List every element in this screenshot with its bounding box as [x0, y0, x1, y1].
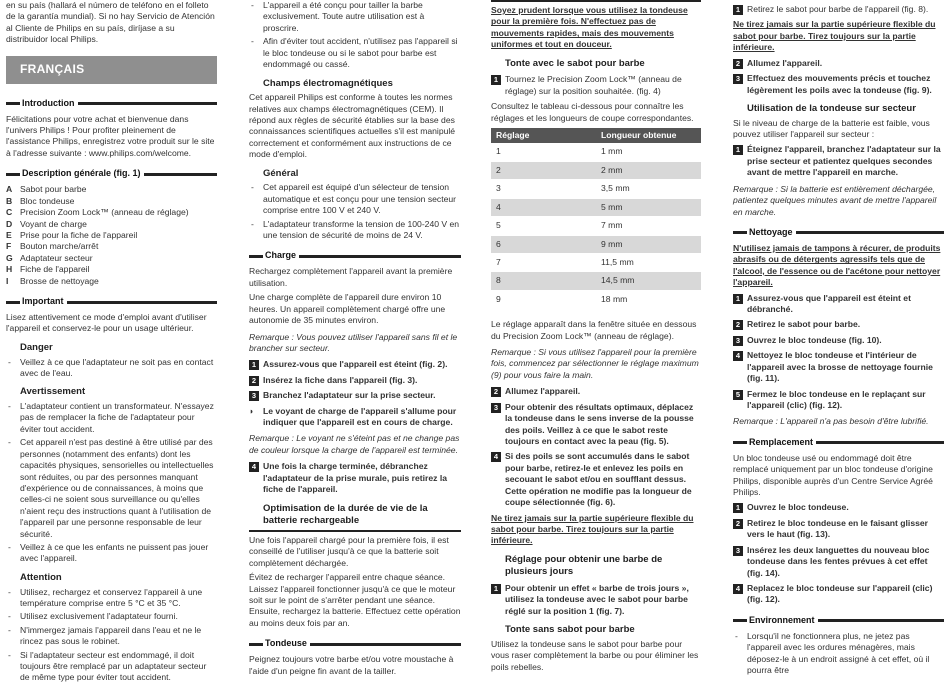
table-row: 2 2 mm	[491, 161, 701, 179]
mains-heading: Utilisation de la tondeuse sur secteur	[747, 102, 916, 114]
with-comb-heading: Tonte avec le sabot pour barbe	[505, 57, 645, 69]
divider	[491, 0, 701, 2]
first-use-warning: Soyez prudent lorsque vous utilisez la tondeuse pour la première fois. N'effectuez pas de mouvements rapides, mais des mouvements uniformes et tout en douceur.	[491, 5, 688, 50]
battery-text-2: Évitez de recharger l'appareil entre chaque séance. Laissez l'appareil fonctionner jusqu'à ce que le moteur soit sur le point de s'arrêter pendant une séance. Ensuite, rechargez la batterie. Effectuez cette opération au moins deux fois par an.	[249, 572, 461, 628]
without-comb-text: Utilisez la tondeuse sans le sabot pour barbe pour vous raser complètement la barbe ou pour éliminer les poils rebelles.	[491, 638, 699, 672]
mains-note: Remarque : Si la batterie est entièrement déchargée, patientez quelques minutes avant de mettre l'appareil en marche.	[733, 183, 937, 217]
remove-comb-step: 1 Retirez le sabot pour barbe de l'appareil (fig. 8).	[733, 4, 944, 15]
attention-item: - Utilisez, rechargez et conservez l'appareil à une température comprise entre 5 °C et 35 °C.	[6, 587, 217, 610]
environment-item: - Lorsqu'il ne fonctionnera plus, ne jetez pas l'appareil avec les ordures ménagères, mais déposez-le à un endroit assigné à cet effet, où il pourra être	[733, 631, 944, 677]
important-text: Lisez attentivement ce mode d'emploi avant d'utiliser l'appareil et conservez-le pour un usage ultérieur.	[6, 312, 207, 334]
cleaning-note: Remarque : L'appareil n'a pas besoin d'être lubrifié.	[733, 416, 929, 427]
table-intro-text: Consultez le tableau ci-dessous pour connaître les réglages et les longueurs de coupe correspondantes.	[491, 101, 694, 123]
section-nettoyage: Nettoyage	[733, 227, 944, 239]
part-item: A Sabot pour barbe	[6, 184, 87, 195]
charge-step: 1 Assurez-vous que l'appareil est éteint (fig. 2).	[249, 359, 461, 370]
part-item: B Bloc tondeuse	[6, 195, 75, 206]
settings-table	[491, 128, 701, 309]
attention-item: - Afin d'éviter tout accident, n'utilisez pas l'appareil si le bloc tondeuse ou si le sabot pour barbe est endommagé ou cassé.	[249, 36, 461, 70]
attention-heading: Attention	[20, 571, 62, 583]
after-table-text: Le réglage apparaît dans la fenêtre située en dessous du Precision Zoom Lock™ (anneau de réglage).	[491, 319, 697, 341]
section-charge: Charge	[249, 250, 461, 262]
table-row: 9 18 mm	[491, 290, 701, 308]
section-tondeuse: Tondeuse	[249, 638, 461, 650]
cleaning-step: 2 Retirez le sabot pour barbe.	[733, 319, 944, 330]
section-environnement: Environnement	[733, 615, 944, 627]
comb-pull-warning: Ne tirez jamais sur la partie supérieure flexible du sabot pour barbe. Tirez toujours sur la partie inférieure.	[733, 19, 936, 53]
cleaning-step: 1 Assurez-vous que l'appareil est éteint et débranché.	[733, 293, 944, 316]
cem-text: Cet appareil Philips est conforme à toutes les normes relatives aux champs électromagnétiques (CEM). Il répond aux règles de sécurité établies sur la base des connaissances scientifiques actuelles s'il est manipulé correctement et conformément aux instructions de ce mode d'emploi.	[249, 92, 456, 160]
part-item: I Brosse de nettoyage	[6, 275, 99, 286]
warning-heading: Avertissement	[20, 386, 86, 398]
section-description: Description générale (fig. 1)	[6, 168, 217, 180]
battery-heading: Optimisation de la durée de vie de la batterie rechargeable	[263, 502, 428, 527]
charge-text-2: Une charge complète de l'appareil dure environ 10 heures. Un appareil complètement chargé offre une autonomie de 35 minutes environ.	[249, 292, 446, 326]
without-comb-heading: Tonte sans sabot pour barbe	[505, 624, 635, 636]
section-remplacement: Remplacement	[733, 437, 944, 449]
part-item: F Bouton marche/arrêt	[6, 241, 99, 252]
cleaning-step: 3 Ouvrez le bloc tondeuse (fig. 10).	[733, 335, 944, 346]
language-header: FRANÇAIS	[6, 56, 217, 84]
table-row: 1 1 mm	[491, 143, 701, 161]
charge-step: 3 Branchez l'adaptateur sur la prise secteur.	[249, 390, 461, 401]
section-important: Important	[6, 296, 217, 308]
section-introduction: Introduction	[6, 98, 217, 110]
comb-step: 1 Tournez le Precision Zoom Lock™ (anneau de réglage) sur la position souhaitée. (fig. 4)	[491, 74, 701, 97]
table-row: 6 9 mm	[491, 235, 701, 253]
charge-note-1: Remarque : Vous pouvez utiliser l'appareil sans fil et le brancher sur secteur.	[249, 331, 458, 353]
attention-item: - L'appareil a été conçu pour tailler la barbe exclusivement. Toute autre utilisation est à proscrire.	[249, 0, 461, 34]
first-use-note: Remarque : Si vous utilisez l'appareil pour la première fois, commencez par sélectionner le réglage maximum (9) pour vous faire la main.	[491, 347, 699, 380]
warning-item: - Veillez à ce que les enfants ne puissent pas jouer avec l'appareil.	[6, 542, 217, 565]
mains-step: 1 Éteignez l'appareil, branchez l'adaptateur sur la prise secteur et patientez quelques secondes avant de mettre l'appareil en marche.	[733, 144, 944, 178]
column-3	[491, 0, 701, 670]
tondeuse-text: Peignez toujours votre barbe et/ou votre moustache à l'aide d'un peigne fin avant de la tailler.	[249, 654, 454, 676]
danger-heading: Danger	[20, 341, 53, 353]
trim-step: 2 Allumez l'appareil.	[491, 386, 701, 397]
column-2	[249, 0, 461, 676]
table-row: 7 11,5 mm	[491, 253, 701, 271]
cleaning-warning: N'utilisez jamais de tampons à récurer, de produits abrasifs ou de détergents agressifs tels que de l'alcool, de l'essence ou de l'acétone pour nettoyer l'appareil.	[733, 242, 941, 288]
table-row: 5 7 mm	[491, 217, 701, 235]
danger-item: - Veillez à ce que l'adaptateur ne soit pas en contact avec de l'eau.	[6, 357, 217, 380]
replacement-step: 3 Insérez les deux languettes du nouveau bloc tondeuse dans les fentes prévues à cet effet (fig. 14).	[733, 545, 944, 579]
attention-item: - N'immergez jamais l'appareil dans l'eau et ne le rincez pas sous le robinet.	[6, 625, 217, 648]
stubble-heading: Réglage pour obtenir une barbe de plusieurs jours	[505, 553, 663, 578]
parts-list	[6, 184, 217, 287]
column-1	[6, 0, 217, 683]
stubble-step: 1 Pour obtenir un effet « barbe de trois jours », utilisez la tondeuse avec le sabot pour barbe réglé sur la position 1 (fig. 7).	[491, 583, 701, 617]
part-item: E Prise pour la fiche de l'appareil	[6, 229, 138, 240]
replacement-step: 1 Ouvrez le bloc tondeuse.	[733, 502, 944, 513]
replacement-text: Un bloc tondeuse usé ou endommagé doit être remplacé uniquement par un bloc tondeuse d'origine Philips, disponible auprès d'un Centre Service Agréé Philips.	[733, 452, 933, 498]
column-4	[733, 0, 944, 676]
part-item: G Adaptateur secteur	[6, 252, 93, 263]
comb-pull-warning: Ne tirez jamais sur la partie supérieure flexible du sabot pour barbe. Tirez toujours sur la partie inférieure.	[491, 512, 694, 546]
replacement-step: 4 Replacez le bloc tondeuse sur l'appareil (clic) (fig. 12).	[733, 583, 944, 606]
general-item: - Cet appareil est équipé d'un sélecteur de tension automatique et est conçu pour une tension secteur comprise entre 100 V et 240 V.	[249, 182, 461, 216]
part-item: C Precision Zoom Lock™ (anneau de réglage)	[6, 207, 189, 218]
replacement-step: 2 Retirez le bloc tondeuse en le faisant glisser vers le haut (fig. 13).	[733, 518, 944, 541]
battery-text-1: Une fois l'appareil chargé pour la première fois, il est conseillé de l'utiliser jusqu'à ce que la batterie soit complètement déchargée.	[249, 534, 449, 568]
table-row: 3 3,5 mm	[491, 180, 701, 198]
charge-indicator-note: ◗ Le voyant de charge de l'appareil s'allume pour indiquer que l'appareil est en cours de charge.	[249, 405, 457, 428]
half-circle-icon: ◗	[249, 405, 255, 416]
cleaning-step: 4 Nettoyez le bloc tondeuse et l'intérieur de l'appareil avec la brosse de nettoyage fournie (fig. 11).	[733, 350, 944, 384]
general-heading: Général	[263, 167, 299, 179]
introduction-text: Félicitations pour votre achat et bienvenue dans l'univers Philips ! Pour profiter pleinement de l'assistance Philips, enregistrez votre produit sur le site à l'adresse suivante : www.philips.com/welcome.	[6, 113, 215, 158]
part-item: D Voyant de charge	[6, 218, 87, 229]
charge-step: 4 Une fois la charge terminée, débranchez l'adaptateur de la prise murale, puis retirez la fiche de l'appareil.	[249, 461, 461, 495]
trim-step: 2 Allumez l'appareil.	[733, 58, 944, 69]
charge-note-2: Remarque : Le voyant ne s'éteint pas et ne change pas de couleur lorsque la charge de l'appareil est terminée.	[249, 433, 460, 455]
attention-item: - Si l'adaptateur secteur est endommagé, il doit toujours être remplacé par un adaptateur secteur de même type pour éviter tout accident.	[6, 650, 217, 684]
trim-step: 3 Effectuez des mouvements précis et touchez légèrement les poils avec la tondeuse (fig. 9).	[733, 73, 944, 96]
spanish-tail-text: en su país (hallará el número de teléfono en el folleto de la garantía mundial). Si no hay Servicio de Atención al Cliente de Philips en su país, diríjase a su distribuidor local Philips.	[6, 0, 215, 45]
warning-item: - Cet appareil n'est pas destiné à être utilisé par des personnes (notamment des enfants) dont les capacités physiques, sensorielles ou intellectuelles sont réduites, ou par des personnes manquant d'expérience ou de connaissances, à moins que celles-ci ne soient sous surveillance ou qu'elles n'aient reçu des instructions quant à l'utilisation de l'appareil par une personne responsable de leur sécurité.	[6, 437, 217, 540]
charge-step: 2 Insérez la fiche dans l'appareil (fig. 3).	[249, 375, 461, 386]
divider	[249, 530, 461, 532]
attention-item: - Utilisez exclusivement l'adaptateur fourni.	[6, 611, 217, 622]
mains-text: Si le niveau de charge de la batterie est faible, vous pouvez utiliser l'appareil sur secteur :	[733, 117, 930, 139]
table-row: 8 14,5 mm	[491, 272, 701, 290]
part-item: H Fiche de l'appareil	[6, 264, 90, 275]
cem-heading: Champs électromagnétiques	[263, 77, 393, 89]
trim-step: 3 Pour obtenir des résultats optimaux, déplacez la tondeuse dans le sens inverse de la pousse des poils. Veillez à ce que le sabot reste toujours en contact avec la peau (fig. 5).	[491, 402, 701, 448]
general-item: - L'adaptateur transforme la tension de 100-240 V en une tension de sécurité de moins de 24 V.	[249, 219, 461, 242]
warning-item: - L'adaptateur contient un transformateur. N'essayez pas de remplacer la fiche de l'adaptateur pour éviter tout accident.	[6, 401, 217, 435]
table-row: 4 5 mm	[491, 198, 701, 216]
cleaning-step: 5 Fermez le bloc tondeuse en le replaçant sur l'appareil (clic) (fig. 12).	[733, 389, 944, 412]
charge-text-1: Rechargez complètement l'appareil avant la première utilisation.	[249, 266, 453, 288]
trim-step: 4 Si des poils se sont accumulés dans le sabot pour barbe, retirez-le et enlevez les poils en secouant le sabot et/ou en soufflant dessus. Cette opération ne modifie pas la longueur de coupe sélectionnée (fig. 6).	[491, 451, 701, 508]
table-header: Longueur obtenue	[596, 128, 701, 143]
table-header: Réglage	[491, 128, 596, 143]
